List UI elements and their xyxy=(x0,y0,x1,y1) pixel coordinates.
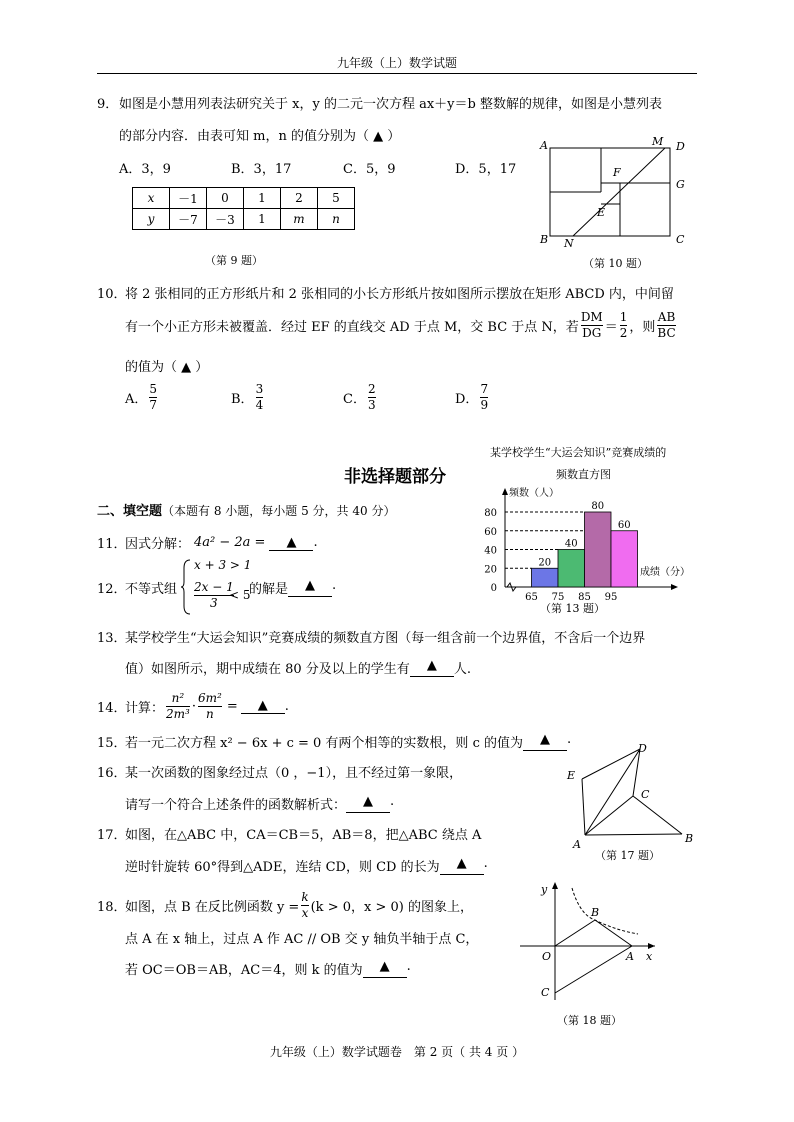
q10-option-b xyxy=(231,382,265,413)
cell: x xyxy=(133,188,170,209)
q15-number: 15． xyxy=(97,736,127,751)
num: AB xyxy=(657,310,676,324)
q9-option-a: A．3，9 xyxy=(119,162,171,177)
seg-ed xyxy=(582,749,640,779)
bar-value-label: 40 xyxy=(564,538,578,550)
q18-line3 xyxy=(125,959,411,978)
seg-ab xyxy=(585,834,682,835)
point-g: G xyxy=(676,178,685,191)
part2-title: 二、填空题 xyxy=(97,504,163,519)
seg-cb xyxy=(633,796,682,834)
den: x xyxy=(301,905,309,920)
point-b: B xyxy=(685,832,694,845)
q16-end: . xyxy=(390,794,395,809)
point-o: O xyxy=(542,950,552,963)
q13-answer-blank[interactable]: ▲ xyxy=(410,658,454,677)
page-header: 九年级（上）数学试题 xyxy=(336,56,457,70)
cell: 5 xyxy=(318,188,355,209)
part2-desc: （本题有 8 小题，每小题 5 分，共 40 分） xyxy=(162,504,396,518)
cell: －7 xyxy=(170,209,207,230)
frac xyxy=(480,382,488,413)
q9-option-b: B．3，17 xyxy=(231,162,292,177)
q10-number: 10． xyxy=(97,287,127,302)
q11-answer-blank[interactable]: ▲ xyxy=(269,535,313,551)
q10-option-d xyxy=(455,382,490,413)
den: n xyxy=(206,706,214,721)
q18-frac xyxy=(301,890,308,921)
q18-end: . xyxy=(406,959,411,974)
frac xyxy=(368,382,376,413)
label: D． xyxy=(455,392,479,407)
q9-number: 9． xyxy=(97,97,119,112)
point-n: N xyxy=(564,237,574,250)
histogram-bar xyxy=(558,550,585,588)
q13-number: 13． xyxy=(97,631,127,646)
q12-ineq1: x + 3 > 1 xyxy=(194,558,252,572)
cell: 1 xyxy=(244,209,281,230)
q18-line2: 点 A 在 x 轴上，过点 A 作 AC // OB 交 y 轴负半轴于点 C， xyxy=(125,932,479,947)
seg-ob xyxy=(555,920,595,946)
q17-figure xyxy=(555,738,700,860)
den: 4 xyxy=(255,398,264,412)
q10-caption: （第 10 题） xyxy=(583,257,648,270)
cell: 0 xyxy=(207,188,244,209)
q9-caption: （第 9 题） xyxy=(205,254,263,267)
q12-text: 不等式组 xyxy=(125,582,178,597)
histogram-bar xyxy=(585,512,612,587)
x-axis-label: 成绩（分） xyxy=(640,567,690,578)
q14-number: 14． xyxy=(97,700,127,716)
q13-caption: （第 13 题） xyxy=(540,602,605,615)
q16-number: 16． xyxy=(97,766,127,781)
q16-answer-blank[interactable]: ▲ xyxy=(346,794,390,813)
histogram-bar xyxy=(532,568,559,587)
den: BC xyxy=(657,326,676,340)
y-tick-label: 40 xyxy=(484,545,497,557)
cell: －1 xyxy=(170,188,207,209)
section-title: 非选择题部分 xyxy=(344,467,446,487)
q13-line2-text: 值）如图所示，期中成绩在 80 分及以上的学生有 xyxy=(125,662,410,677)
x-tick-label: 65 xyxy=(525,592,538,600)
cell: y xyxy=(133,209,170,230)
q10-line1: 将 2 张相同的正方形纸片和 2 张相同的小长方形纸片按如图所示摆放在矩形 ABCD 内，中间留 xyxy=(125,287,674,302)
q16-line2 xyxy=(125,794,394,813)
q17-line1: 如图，在△ABC 中，CA＝CB＝5，AB＝8，把△ABC 绕点 A xyxy=(125,828,482,843)
x-arrow-icon xyxy=(648,943,655,949)
q15 xyxy=(97,732,571,751)
q15-end: . xyxy=(566,732,572,747)
seg-ac xyxy=(555,946,632,993)
num: DM xyxy=(580,310,603,324)
y-axis-label: 频数（人） xyxy=(509,488,559,499)
den: 2 xyxy=(619,326,628,340)
point-a: A xyxy=(626,950,634,963)
den: 2m³ xyxy=(166,706,190,721)
point-b: B xyxy=(591,906,600,919)
point-d: D xyxy=(676,140,685,153)
num: 2x − 1 xyxy=(194,580,234,594)
q12-number: 12． xyxy=(97,582,127,597)
q14-text: 计算： xyxy=(125,700,165,716)
q14-frac2 xyxy=(198,691,222,722)
num: 3 xyxy=(255,382,264,396)
cell: 1 xyxy=(244,188,281,209)
q11-expr: 4a² − 2a = xyxy=(194,535,266,550)
label-y: y xyxy=(541,883,548,896)
q16-line2-text: 请写一个符合上述条件的函数解析式： xyxy=(125,798,347,813)
q9-table-row-y xyxy=(133,209,355,230)
den: 7 xyxy=(149,398,158,412)
eq: ＝ xyxy=(604,320,618,335)
x-tick-label: 85 xyxy=(578,592,591,600)
histogram-bar xyxy=(611,531,638,587)
q18-line1b: (k > 0，x > 0) 的图象上， xyxy=(310,899,473,915)
y-tick-label: 0 xyxy=(490,583,497,594)
x-tick-label: 75 xyxy=(551,592,565,600)
y-arrow-icon xyxy=(552,882,558,889)
label-x: x xyxy=(646,950,653,963)
q17-number: 17． xyxy=(97,828,127,843)
chart-title-1: 某学校学生“大运会知识”竞赛成绩的 xyxy=(490,446,667,459)
q10-option-c xyxy=(343,382,378,413)
den: 3 xyxy=(367,398,376,412)
q10-frac-ab-bc xyxy=(657,310,675,341)
header-rule xyxy=(97,73,697,74)
point-c: C xyxy=(676,233,685,246)
q9-table-row-x xyxy=(133,188,355,209)
q18-line1a: 如图，点 B 在反比例函数 y = xyxy=(125,899,300,915)
q10-frac-half xyxy=(620,310,628,341)
q9-option-c: C．5，9 xyxy=(343,162,396,177)
num: 7 xyxy=(480,382,489,396)
q12-end: . xyxy=(332,578,337,593)
q10-option-a xyxy=(125,382,159,413)
num: 5 xyxy=(149,382,158,396)
label: C． xyxy=(343,392,366,407)
q13-end: 人. xyxy=(453,662,471,677)
num: n² xyxy=(166,691,190,707)
q12-ineq2-frac xyxy=(194,580,234,611)
q9-line1: 如图是小慧用列表法研究关于 x，y 的二元一次方程 ax＋y＝b 整数解的规律，如图是小慧列表 xyxy=(119,97,662,112)
q17-line2-text: 逆时针旋转 60°得到△ADE，连结 CD，则 CD 的长为 xyxy=(125,860,440,875)
dot: · xyxy=(191,698,196,714)
num: 1 xyxy=(619,310,628,324)
q10-line3: 的值为（ ▲ ） xyxy=(125,360,209,375)
bar-value-label: 80 xyxy=(591,501,605,512)
seg-dc xyxy=(633,749,640,796)
page-footer: 九年级（上）数学试题卷 第 2 页（ 共 4 页 ） xyxy=(269,1045,525,1059)
q12-answer-blank[interactable]: ▲ xyxy=(288,578,332,597)
q16-line1: 某一次函数的图象经过点（0 ，−1），且不经过第一象限， xyxy=(125,766,463,781)
point-e: E xyxy=(567,769,576,782)
bar-value-label: 60 xyxy=(617,519,631,531)
q9-option-d: D．5，17 xyxy=(455,162,517,177)
q10-figure xyxy=(535,133,695,273)
den: 9 xyxy=(480,398,489,412)
q13-line1: 某学校学生“大运会知识”竞赛成绩的频数直方图（每一组含前一个边界值，不含后一个边界 xyxy=(125,631,646,646)
q13-line2 xyxy=(125,658,471,677)
q11-end: . xyxy=(313,535,318,550)
point-c: C xyxy=(541,986,550,999)
y-tick-label: 80 xyxy=(484,508,497,519)
q10-frac-dm-dg xyxy=(581,310,603,341)
q18-line1 xyxy=(97,888,473,922)
q12-ineq2-right: < 5 xyxy=(229,588,251,602)
q10-line2 xyxy=(125,310,678,341)
q18-figure xyxy=(520,880,665,1005)
q11-text: 因式分解： xyxy=(125,537,191,552)
q18-line3-text: 若 OC＝OB＝AB，AC＝4，则 k 的值为 xyxy=(125,963,363,978)
seg-ac xyxy=(585,796,633,835)
point-e: E xyxy=(597,206,606,219)
seg-ae xyxy=(582,779,585,835)
point-m: M xyxy=(652,135,664,148)
num: 6m² xyxy=(197,690,222,705)
cell: n xyxy=(318,209,355,230)
point-c: C xyxy=(641,788,650,801)
histogram xyxy=(470,482,695,600)
seg-ba xyxy=(595,920,632,946)
den: 3 xyxy=(210,596,218,610)
bar-value-label: 20 xyxy=(538,557,552,569)
q11-number: 11． xyxy=(97,537,127,552)
seg-ad xyxy=(585,749,640,835)
cell: －3 xyxy=(207,209,244,230)
label: B． xyxy=(231,392,254,407)
label: A． xyxy=(125,392,148,407)
then: ，则 xyxy=(629,320,656,335)
frac xyxy=(256,382,264,413)
q15-answer-blank[interactable]: ▲ xyxy=(523,732,567,751)
y-tick-label: 20 xyxy=(484,564,497,576)
q17-answer-blank[interactable]: ▲ xyxy=(440,856,484,875)
point-b: B xyxy=(540,233,549,246)
x-axis-arrow-icon xyxy=(671,584,678,590)
brace-icon xyxy=(180,558,192,616)
q14 xyxy=(97,686,289,726)
y-tick-label: 60 xyxy=(484,526,497,538)
cell: 2 xyxy=(281,188,318,209)
q17-caption: （第 17 题） xyxy=(595,849,660,862)
q14-frac1 xyxy=(166,691,190,722)
chart-title-2: 频数直方图 xyxy=(556,468,611,481)
q9-line2: 的部分内容．由表可知 m，n 的值分别为（ ▲ ） xyxy=(119,129,401,144)
q15-text: 若一元二次方程 x² − 6x + c = 0 有两个相等的实数根，则 c 的值为 xyxy=(125,736,523,751)
part2-heading xyxy=(97,500,395,519)
q10-line2-text: 有一个小正方形未被覆盖．经过 EF 的直线交 AD 于点 M，交 BC 于点 N，若 xyxy=(125,320,579,335)
y-axis-arrow-icon xyxy=(502,488,508,495)
q18-caption: （第 18 题） xyxy=(557,1014,622,1027)
point-a: A xyxy=(540,139,548,152)
num: 2 xyxy=(367,382,376,396)
cell: m xyxy=(281,209,318,230)
q18-answer-blank[interactable]: ▲ xyxy=(363,959,407,978)
q17-line2 xyxy=(125,856,488,875)
num: k xyxy=(301,889,309,904)
q11 xyxy=(97,533,318,552)
q12-suffix: 的解是 xyxy=(249,582,289,597)
frac xyxy=(149,382,157,413)
q17-end: . xyxy=(483,856,488,871)
q12-tail xyxy=(249,578,336,597)
q14-end: . xyxy=(284,698,289,714)
point-f: F xyxy=(613,166,621,179)
point-a: A xyxy=(573,838,581,851)
q9-table xyxy=(132,187,355,230)
x-tick-label: 95 xyxy=(604,592,618,600)
point-d: D xyxy=(638,742,647,755)
eq: = xyxy=(226,698,238,714)
den: DG xyxy=(582,326,602,340)
q14-answer-blank[interactable]: ▲ xyxy=(241,698,285,714)
q18-number: 18． xyxy=(97,899,127,915)
